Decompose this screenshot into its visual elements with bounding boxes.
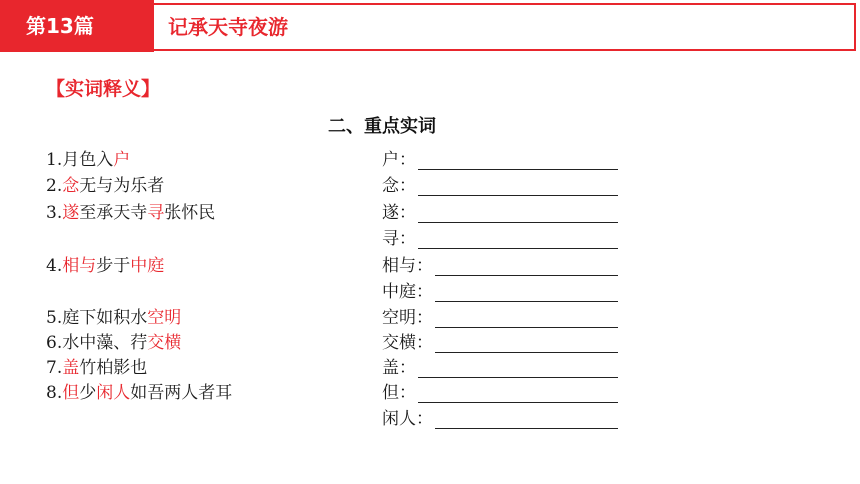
answer-label: 交横： bbox=[382, 333, 433, 353]
key-word: 相与 bbox=[62, 256, 97, 276]
answer-label: 闲人： bbox=[382, 409, 433, 429]
answer-row bbox=[382, 356, 622, 380]
answer-blank[interactable] bbox=[435, 301, 618, 302]
answer-label: 但： bbox=[382, 383, 416, 403]
answer-row bbox=[382, 201, 622, 225]
answer-blank[interactable] bbox=[418, 195, 618, 196]
answer-label: 寻： bbox=[382, 229, 416, 249]
phrase-text: 至承天寺 bbox=[79, 203, 148, 223]
key-word: 户 bbox=[113, 150, 131, 170]
phrase-item bbox=[46, 148, 130, 172]
answer-label: 户： bbox=[382, 150, 416, 170]
phrase-text: 5.庭下如积水 bbox=[46, 308, 148, 328]
answer-row bbox=[382, 331, 622, 355]
key-word: 盖 bbox=[62, 358, 80, 378]
answer-label: 念： bbox=[382, 176, 416, 196]
answer-row bbox=[382, 148, 622, 172]
answer-row bbox=[382, 381, 622, 405]
key-word: 寻 bbox=[147, 203, 165, 223]
phrase-text: 3. bbox=[46, 203, 63, 223]
phrase-item bbox=[46, 174, 164, 198]
key-word: 但 bbox=[62, 383, 80, 403]
key-word: 遂 bbox=[62, 203, 80, 223]
phrase-text: 步于 bbox=[96, 256, 131, 276]
phrase-text: 无与为乐者 bbox=[79, 176, 165, 196]
key-word: 中庭 bbox=[130, 256, 165, 276]
phrase-text: 6.水中藻、荇 bbox=[46, 333, 148, 353]
phrase-text: 张怀民 bbox=[164, 203, 216, 223]
header-tab bbox=[0, 0, 154, 52]
phrase-text: 如吾两人者耳 bbox=[130, 383, 233, 403]
key-word: 念 bbox=[62, 176, 80, 196]
phrase-item bbox=[46, 201, 215, 225]
phrase-item bbox=[46, 306, 181, 330]
phrase-text: 4. bbox=[46, 256, 63, 276]
key-word: 交横 bbox=[147, 333, 182, 353]
answer-blank[interactable] bbox=[435, 275, 618, 276]
answer-row bbox=[382, 306, 622, 330]
answer-row bbox=[382, 254, 622, 278]
answer-label: 空明： bbox=[382, 308, 433, 328]
phrase-text: 8. bbox=[46, 383, 63, 403]
phrase-text: 少 bbox=[79, 383, 97, 403]
phrase-item bbox=[46, 254, 164, 278]
answer-row bbox=[382, 280, 622, 304]
answer-blank[interactable] bbox=[435, 352, 618, 353]
answer-row bbox=[382, 407, 622, 431]
phrase-text: 竹柏影也 bbox=[79, 358, 148, 378]
answer-label: 盖： bbox=[382, 358, 416, 378]
answer-blank[interactable] bbox=[435, 327, 618, 328]
header-tab-label: 第13篇 bbox=[26, 14, 94, 38]
key-word: 空明 bbox=[147, 308, 182, 328]
answer-row bbox=[382, 227, 622, 251]
answer-label: 相与： bbox=[382, 256, 433, 276]
subheading: 二、重点实词 bbox=[328, 116, 436, 137]
phrase-item bbox=[46, 356, 147, 380]
phrase-text: 1.月色入 bbox=[46, 150, 114, 170]
answer-label: 遂： bbox=[382, 203, 416, 223]
section-title: 【实词释义】 bbox=[46, 78, 161, 100]
phrase-text: 2. bbox=[46, 176, 63, 196]
phrase-item bbox=[46, 331, 181, 355]
answer-blank[interactable] bbox=[418, 248, 618, 249]
key-word: 闲人 bbox=[96, 383, 131, 403]
answer-blank[interactable] bbox=[418, 222, 618, 223]
page-title: 记承天寺夜游 bbox=[168, 15, 288, 39]
phrase-item bbox=[46, 381, 232, 405]
answer-blank[interactable] bbox=[418, 402, 618, 403]
answer-blank[interactable] bbox=[418, 377, 618, 378]
answer-row bbox=[382, 174, 622, 198]
answer-blank[interactable] bbox=[435, 428, 618, 429]
answer-blank[interactable] bbox=[418, 169, 618, 170]
phrase-text: 7. bbox=[46, 358, 63, 378]
answer-label: 中庭： bbox=[382, 282, 433, 302]
